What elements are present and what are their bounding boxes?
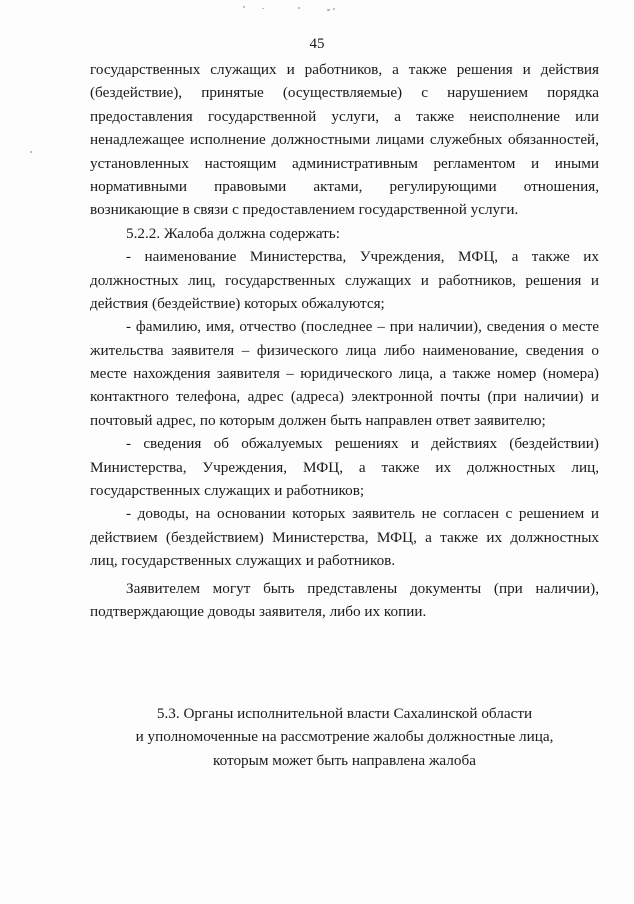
text-line: жительства заявителя – физического лица либо наименование, сведения о bbox=[90, 341, 599, 359]
text-line: - доводы, на основании которых заявитель не согласен с решением и bbox=[126, 505, 599, 523]
paragraph bbox=[90, 222, 599, 245]
scan-speck bbox=[243, 6, 245, 8]
text-line: должностных лиц, государственных служащих и работников, решения и bbox=[90, 271, 599, 289]
text-line: - фамилию, имя, отчество (последнее – при наличии), сведения о месте bbox=[126, 318, 599, 336]
text-line: (бездействие), принятые (осуществляемые) с нарушением порядка bbox=[90, 84, 599, 102]
clause-title: 5.2.2. Жалоба должна содержать: bbox=[126, 224, 340, 242]
text-line: почтовый адрес, по которым должен быть направлен ответ заявителю; bbox=[90, 411, 546, 429]
scan-speck bbox=[298, 7, 300, 9]
page-number: 45 bbox=[309, 36, 325, 52]
scan-speck bbox=[30, 151, 32, 153]
text-line: - сведения об обжалуемых решениях и действиях (бездействии) bbox=[126, 435, 599, 453]
heading-line: которым может быть направлена жалоба bbox=[213, 751, 476, 769]
document-body bbox=[90, 58, 599, 623]
list-item bbox=[90, 315, 599, 432]
text-line: контактного телефона, адрес (адреса) электронной почты (при наличии) и bbox=[90, 388, 599, 406]
text-line: лиц, государственных служащих и работников. bbox=[90, 552, 396, 570]
scan-speck bbox=[262, 8, 264, 9]
text-line: ненадлежащее исполнение должностными лицами служебных обязанностей, bbox=[90, 131, 599, 149]
scan-speck bbox=[333, 8, 335, 10]
text-line: - наименование Министерства, Учреждения, МФЦ, а также их bbox=[126, 248, 599, 266]
section-heading bbox=[90, 702, 599, 772]
list-item bbox=[90, 432, 599, 502]
text-line: Заявителем могут быть представлены документы (при наличии), bbox=[126, 579, 599, 597]
heading-line: 5.3. Органы исполнительной власти Сахалинской области bbox=[156, 705, 533, 722]
text-line: предоставления государственной услуги, а также неисполнение или bbox=[90, 107, 599, 125]
heading-line: и уполномоченные на рассмотрение жалобы должностные лица, bbox=[135, 728, 554, 746]
text-line: Министерства, Учреждения, МФЦ, а также их должностных лиц, bbox=[90, 458, 599, 476]
text-line: месте нахождения заявителя – юридического лица, а также номер (номера) bbox=[90, 365, 599, 383]
text-line: установленных настоящим административным регламентом и иными bbox=[90, 154, 599, 172]
text-line: государственных служащих и работников; bbox=[90, 482, 365, 500]
text-line: государственных служащих и работников, а также решения и действия bbox=[90, 61, 599, 78]
text-line: действием (бездействием) Министерства, МФЦ, а также их должностных bbox=[90, 528, 599, 546]
text-line: возникающие в связи с предоставлением государственной услуги. bbox=[90, 201, 519, 219]
text-line: нормативными правовыми актами, регулирующими отношения, bbox=[90, 177, 599, 195]
paragraph bbox=[90, 577, 599, 624]
scan-speck bbox=[327, 9, 330, 11]
text-line: действия (бездействие) которых обжалуются; bbox=[90, 294, 385, 312]
list-item bbox=[90, 502, 599, 572]
paragraph bbox=[90, 58, 599, 222]
list-item bbox=[90, 245, 599, 315]
text-line: подтверждающие доводы заявителя, либо их копии. bbox=[90, 602, 427, 620]
